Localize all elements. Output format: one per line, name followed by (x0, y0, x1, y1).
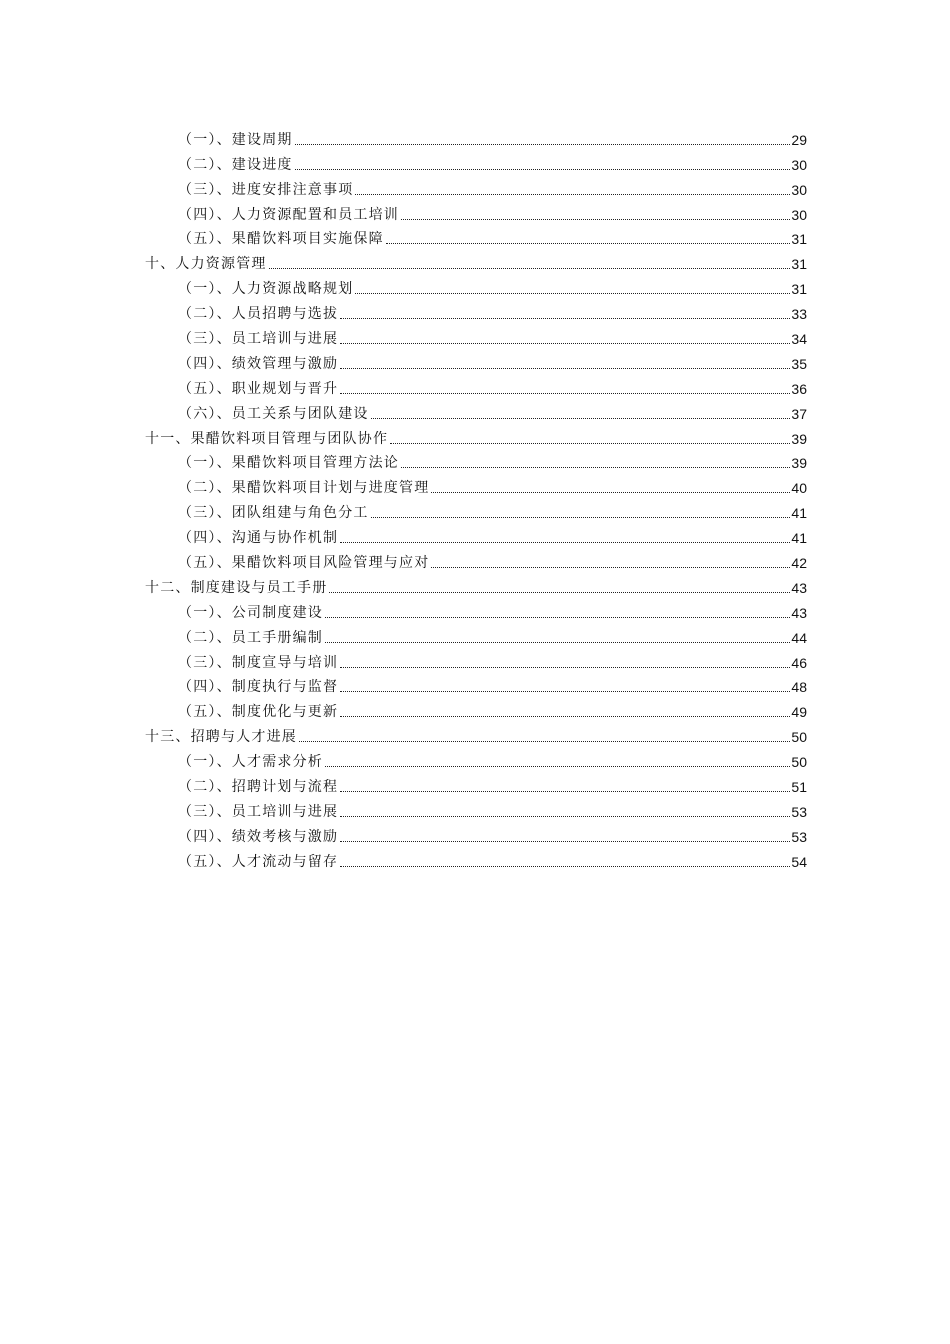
toc-section-entry[interactable] (145, 323, 807, 348)
toc-section-entry[interactable] (145, 522, 807, 547)
toc-dot-leader (325, 766, 790, 767)
toc-dot-leader (340, 667, 790, 668)
toc-entry-page-number: 39 (791, 455, 807, 472)
toc-entry-page-number: 53 (791, 828, 807, 845)
toc-entry-title: （四）、人力资源配置和员工培训 (178, 206, 399, 223)
toc-entry-page-number: 40 (791, 480, 807, 497)
toc-chapter-entry[interactable] (145, 721, 807, 746)
toc-section-entry[interactable] (145, 547, 807, 572)
toc-dot-leader (340, 343, 790, 344)
toc-entry-title: （五）、果醋饮料项目实施保障 (178, 231, 384, 248)
toc-section-entry[interactable] (145, 224, 807, 249)
toc-dot-leader (340, 318, 790, 319)
toc-entry-title: （三）、员工培训与进展 (178, 803, 339, 820)
toc-dot-leader (355, 194, 790, 195)
toc-entry-title: （二）、人员招聘与选拔 (178, 306, 339, 323)
toc-entry-page-number: 31 (791, 256, 807, 273)
toc-section-entry[interactable] (145, 771, 807, 796)
toc-dot-leader (340, 841, 790, 842)
toc-dot-leader (269, 268, 791, 269)
toc-entry-page-number: 44 (791, 629, 807, 646)
toc-entry-title: （三）、制度宣导与培训 (178, 654, 339, 671)
toc-dot-leader (325, 617, 790, 618)
toc-section-entry[interactable] (145, 348, 807, 373)
toc-dot-leader (295, 144, 791, 145)
toc-entry-page-number: 46 (791, 654, 807, 671)
toc-section-entry[interactable] (145, 647, 807, 672)
toc-dot-leader (340, 716, 790, 717)
toc-entry-title: 十三、招聘与人才进展 (145, 729, 297, 746)
toc-dot-leader (340, 691, 790, 692)
toc-entry-page-number: 34 (791, 331, 807, 348)
toc-entry-page-number: 50 (791, 729, 807, 746)
toc-entry-title: （二）、招聘计划与流程 (178, 779, 339, 796)
toc-dot-leader (295, 169, 791, 170)
toc-dot-leader (371, 517, 791, 518)
toc-chapter-entry[interactable] (145, 423, 807, 448)
toc-entry-page-number: 33 (791, 306, 807, 323)
toc-entry-page-number: 37 (791, 405, 807, 422)
toc-section-entry[interactable] (145, 398, 807, 423)
toc-entry-title: 十、人力资源管理 (145, 256, 267, 273)
toc-section-entry[interactable] (145, 846, 807, 871)
toc-dot-leader (431, 492, 790, 493)
toc-entry-title: 十一、果醋饮料项目管理与团队协作 (145, 430, 389, 447)
toc-dot-leader (340, 791, 790, 792)
toc-entry-title: （五）、职业规划与晋升 (178, 380, 339, 397)
toc-entry-page-number: 39 (791, 430, 807, 447)
toc-dot-leader (431, 567, 790, 568)
toc-section-entry[interactable] (145, 497, 807, 522)
toc-entry-title: （一）、人力资源战略规划 (178, 281, 354, 298)
toc-entry-page-number: 30 (791, 156, 807, 173)
toc-section-entry[interactable] (145, 273, 807, 298)
toc-entry-page-number: 54 (791, 853, 807, 870)
toc-section-entry[interactable] (145, 174, 807, 199)
toc-entry-page-number: 53 (791, 803, 807, 820)
toc-dot-leader (390, 443, 790, 444)
toc-entry-title: 十二、制度建设与员工手册 (145, 579, 328, 596)
toc-entry-title: （五）、人才流动与留存 (178, 853, 339, 870)
toc-entry-title: （三）、团队组建与角色分工 (178, 505, 369, 522)
toc-entry-title: （四）、制度执行与监督 (178, 679, 339, 696)
toc-entry-page-number: 43 (791, 579, 807, 596)
toc-entry-page-number: 36 (791, 380, 807, 397)
toc-entry-title: （三）、员工培训与进展 (178, 331, 339, 348)
toc-entry-page-number: 31 (791, 281, 807, 298)
toc-entry-page-number: 30 (791, 181, 807, 198)
toc-dot-leader (340, 368, 790, 369)
toc-section-entry[interactable] (145, 796, 807, 821)
toc-entry-page-number: 43 (791, 604, 807, 621)
toc-entry-page-number: 49 (791, 704, 807, 721)
toc-dot-leader (355, 293, 790, 294)
toc-entry-page-number: 35 (791, 355, 807, 372)
toc-entry-title: （五）、制度优化与更新 (178, 704, 339, 721)
toc-entry-page-number: 42 (791, 555, 807, 572)
toc-entry-title: （四）、沟通与协作机制 (178, 530, 339, 547)
toc-entry-title: （二）、建设进度 (178, 156, 293, 173)
toc-entry-title: （三）、进度安排注意事项 (178, 181, 354, 198)
toc-section-entry[interactable] (145, 199, 807, 224)
toc-entry-page-number: 30 (791, 206, 807, 223)
toc-entry-page-number: 41 (791, 505, 807, 522)
toc-dot-leader (329, 592, 790, 593)
toc-entry-title: （五）、果醋饮料项目风险管理与应对 (178, 555, 430, 572)
toc-entry-title: （一）、公司制度建设 (178, 604, 323, 621)
toc-entry-page-number: 50 (791, 754, 807, 771)
toc-entry-page-number: 48 (791, 679, 807, 696)
table-of-contents (145, 124, 807, 871)
toc-dot-leader (340, 816, 790, 817)
toc-entry-title: （四）、绩效考核与激励 (178, 828, 339, 845)
toc-entry-page-number: 41 (791, 530, 807, 547)
toc-dot-leader (386, 243, 791, 244)
toc-section-entry[interactable] (145, 373, 807, 398)
toc-entry-page-number: 51 (791, 779, 807, 796)
toc-section-entry[interactable] (145, 672, 807, 697)
toc-dot-leader (401, 219, 790, 220)
toc-entry-page-number: 29 (791, 131, 807, 148)
toc-dot-leader (401, 467, 790, 468)
toc-section-entry[interactable] (145, 622, 807, 647)
toc-section-entry[interactable] (145, 821, 807, 846)
toc-dot-leader (325, 642, 790, 643)
toc-dot-leader (340, 866, 790, 867)
toc-entry-title: （一）、果醋饮料项目管理方法论 (178, 455, 399, 472)
toc-chapter-entry[interactable] (145, 572, 807, 597)
toc-dot-leader (340, 393, 790, 394)
toc-section-entry[interactable] (145, 746, 807, 771)
toc-entry-title: （一）、人才需求分析 (178, 754, 323, 771)
toc-chapter-entry[interactable] (145, 248, 807, 273)
toc-section-entry[interactable] (145, 472, 807, 497)
toc-entry-title: （六）、员工关系与团队建设 (178, 405, 369, 422)
toc-entry-title: （二）、果醋饮料项目计划与进度管理 (178, 480, 430, 497)
toc-section-entry[interactable] (145, 597, 807, 622)
toc-section-entry[interactable] (145, 448, 807, 473)
toc-entry-title: （一）、建设周期 (178, 131, 293, 148)
toc-dot-leader (340, 542, 790, 543)
toc-dot-leader (299, 741, 790, 742)
toc-section-entry[interactable] (145, 149, 807, 174)
toc-section-entry[interactable] (145, 696, 807, 721)
toc-dot-leader (371, 418, 791, 419)
toc-entry-title: （二）、员工手册编制 (178, 629, 323, 646)
toc-entry-title: （四）、绩效管理与激励 (178, 355, 339, 372)
toc-entry-page-number: 31 (791, 231, 807, 248)
toc-section-entry[interactable] (145, 298, 807, 323)
toc-section-entry[interactable] (145, 124, 807, 149)
